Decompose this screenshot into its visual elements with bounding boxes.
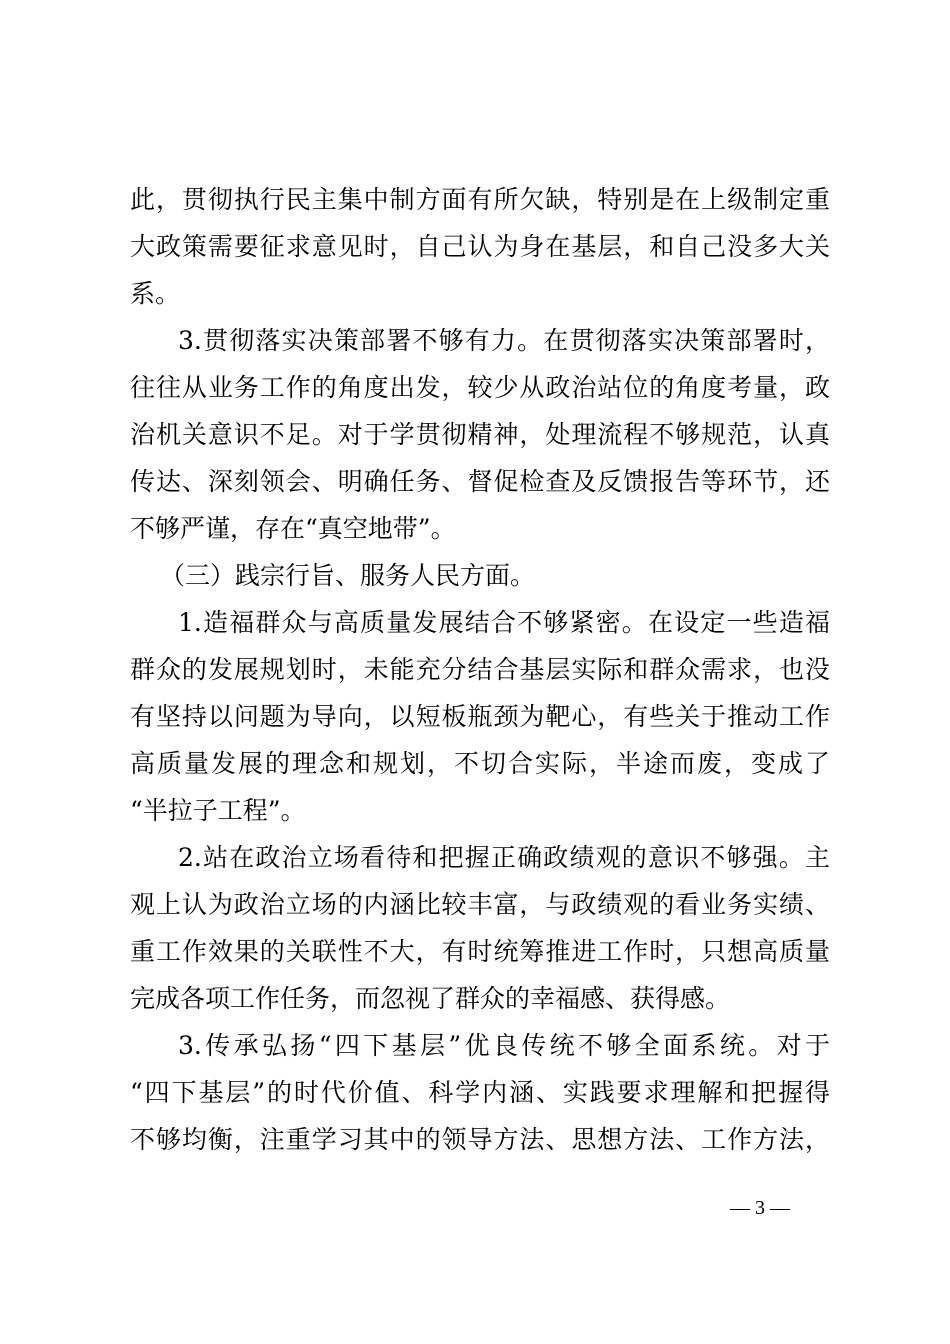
section-heading: （三）践宗行旨、服务人民方面。 — [160, 561, 536, 590]
body-text-line: 不够严谨，存在“真空地带”。 — [130, 514, 456, 543]
body-text-line: 传达、深刻领会、明确任务、督促检查及反馈报告等环节，还 — [130, 467, 830, 496]
paragraph-first-line: 3.贯彻落实决策部署不够有力。在贯彻落实决策部署时， — [178, 326, 830, 355]
body-text-line: 不够均衡，注重学习其中的领导方法、思想方法、工作方法， — [130, 1125, 830, 1154]
body-text-line: 重工作效果的关联性不大，有时统筹推进工作时，只想高质量 — [130, 937, 830, 966]
paragraph-first-line: 1.造福群众与高质量发展结合不够紧密。在设定一些造福 — [178, 608, 830, 637]
body-text-line: 系。 — [130, 279, 181, 308]
paragraph-first-line: 3.传承弘扬“四下基层”优良传统不够全面系统。对于 — [178, 1031, 830, 1060]
body-text-line: 大政策需要征求意见时，自己认为身在基层，和自己没多大关 — [130, 232, 830, 261]
body-text-line: 此，贯彻执行民主集中制方面有所欠缺，特别是在上级制定重 — [130, 185, 830, 214]
body-text-line: 完成各项工作任务，而忽视了群众的幸福感、获得感。 — [130, 984, 731, 1013]
body-text-line: 往往从业务工作的角度出发，较少从政治站位的角度考量，政 — [130, 373, 830, 402]
body-text-line: “四下基层”的时代价值、科学内涵、实践要求理解和把握得 — [130, 1078, 830, 1107]
page-number: — 3 — — [730, 1197, 790, 1219]
body-text-line: “半拉子工程”。 — [130, 796, 306, 825]
body-text-line: 有坚持以问题为导向，以短板瓶颈为靶心，有些关于推动工作 — [130, 702, 830, 731]
body-text-line: 观上认为政治立场的内涵比较丰富，与政绩观的看业务实绩、 — [130, 890, 830, 919]
paragraph-first-line: 2.站在政治立场看待和把握正确政绩观的意识不够强。主 — [178, 843, 830, 872]
body-text-line: 治机关意识不足。对于学贯彻精神，处理流程不够规范，认真 — [130, 420, 830, 449]
body-text-line: 高质量发展的理念和规划，不切合实际，半途而废，变成了 — [130, 749, 830, 778]
body-text-line: 群众的发展规划时，未能充分结合基层实际和群众需求，也没 — [130, 655, 830, 684]
